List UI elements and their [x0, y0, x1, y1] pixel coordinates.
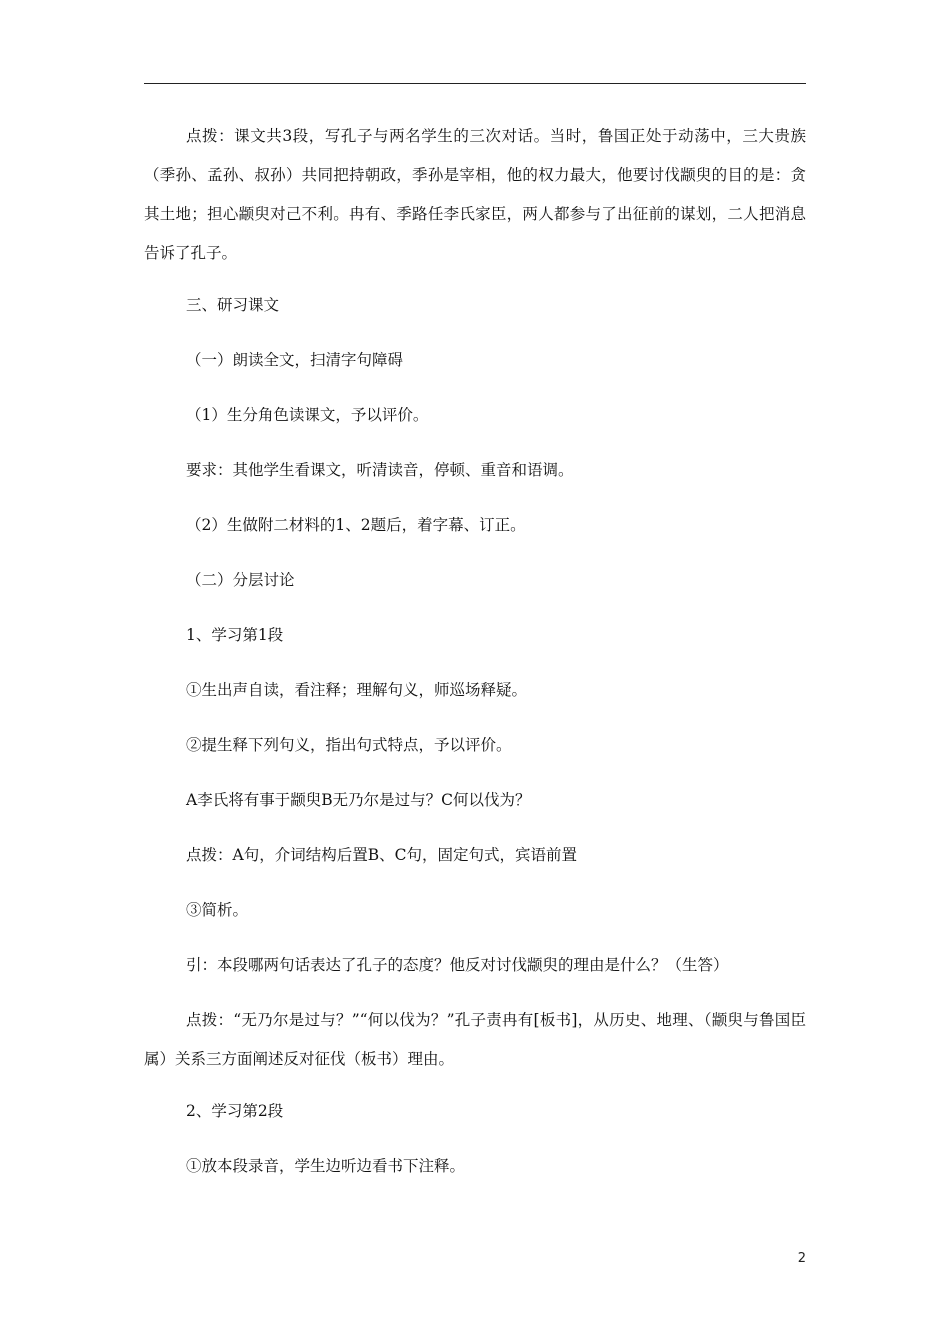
paragraph-exercise: （2）生做附二材料的1、2题后，着字幕、订正。	[186, 516, 526, 534]
section-heading-study-text: 三、研习课文	[186, 296, 280, 314]
subsection-heading-discussion: （二）分层讨论	[186, 571, 295, 589]
paragraph-confucius-attitude: 点拨：“无乃尔是过与？”“何以伐为？”孔子责冉有[板书]，从历史、地理、（颛臾与鲁国臣属）关系三方面阐述反对征伐（板书）理由。	[144, 1011, 806, 1068]
paragraph-lesson-overview: 点拨：课文共3段，写孔子与两名学生的三次对话。当时，鲁国正处于动荡中，三大贵族（季孙、孟孙、叔孙）共同把持朝政，季孙是宰相，他的权力最大，他要讨伐颛臾的目的是：贪其土地；担心颛臾对己不利。冉有、季路任李氏家臣，两人都参与了出征前的谋划，二人把消息告诉了孔子。	[144, 127, 806, 262]
paragraph-question: 引：本段哪两句话表达了孔子的态度？他反对讨伐颛臾的理由是什么？（生答）	[186, 956, 729, 974]
paragraph-step-1: ①生出声自读，看注释；理解句义，师巡场释疑。	[186, 681, 528, 699]
paragraph-requirement: 要求：其他学生看课文，听清读音，停顿、重音和语调。	[186, 461, 574, 479]
paragraph-recording: ①放本段录音，学生边听边看书下注释。	[186, 1157, 466, 1175]
paragraph-example-sentences: A李氏将有事于颛臾B无乃尔是过与？C何以伐为？	[186, 791, 531, 809]
document-body	[144, 117, 806, 1186]
header-rule	[144, 83, 806, 84]
paragraph-role-reading: （1）生分角色读课文，予以评价。	[186, 406, 429, 424]
paragraph-study-part-1: 1、学习第1段	[186, 626, 284, 644]
paragraph-sentence-analysis: 点拨：A句，介词结构后置B、C句，固定句式，宾语前置	[186, 846, 577, 864]
paragraph-step-3: ③简析。	[186, 901, 249, 919]
page-number: 2	[797, 1251, 806, 1266]
paragraph-step-2: ②提生释下列句义，指出句式特点，予以评价。	[186, 736, 512, 754]
paragraph-study-part-2: 2、学习第2段	[186, 1102, 284, 1120]
subsection-heading-read-aloud: （一）朗读全文，扫清字句障碍	[186, 351, 404, 369]
